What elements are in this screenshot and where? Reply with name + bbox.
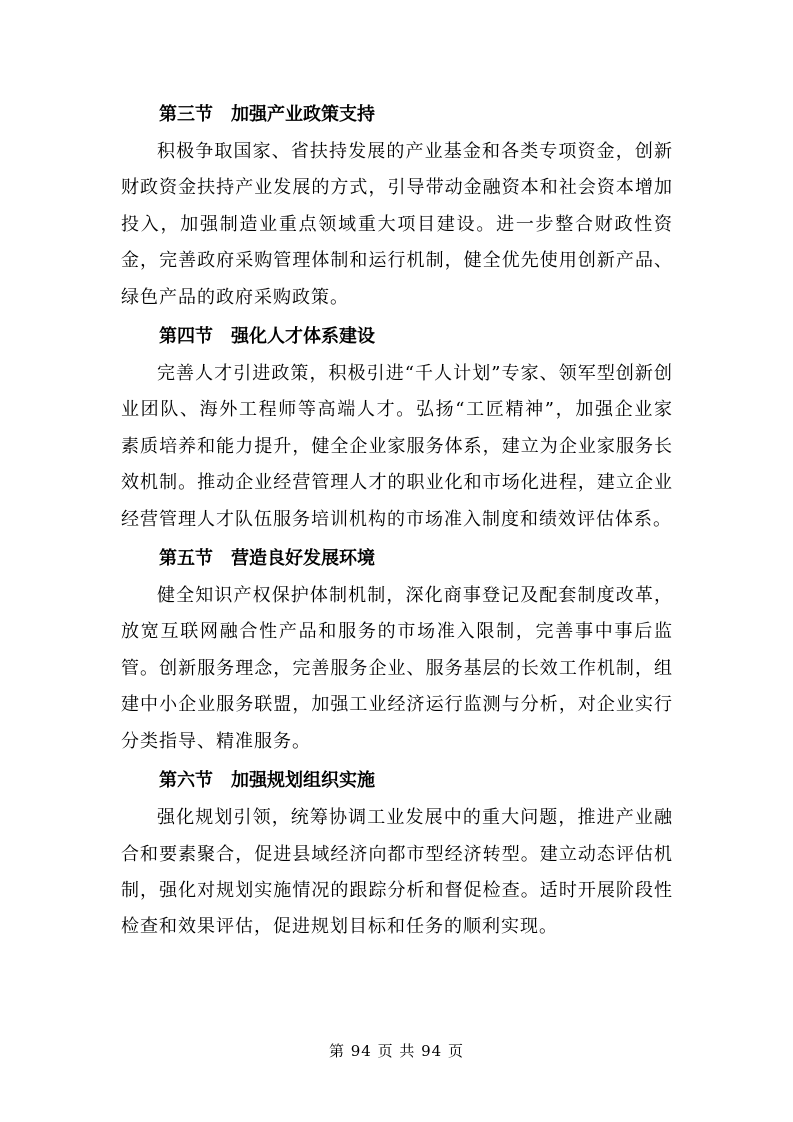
section-title: 强化人才体系建设 [231, 326, 375, 348]
section-3 [121, 96, 673, 316]
section-number: 第五节 [159, 548, 213, 570]
page-footer [0, 1040, 793, 1061]
page-content [121, 96, 673, 948]
page-number-label: 第 94 页 共 94 页 [328, 1042, 464, 1060]
section-heading [121, 762, 673, 800]
section-5 [121, 540, 673, 760]
section-heading [121, 96, 673, 134]
section-heading [121, 540, 673, 578]
section-number: 第三节 [159, 104, 213, 125]
section-body: 强化规划引领，统筹协调工业发展中的重大问题，推进产业融合和要素聚合，促进县域经济向都市型经济转型。建立动态评估机制，强化对规划实施情况的跟踪分析和督促检查。适时开展阶段性检查和效果评估，促进规划目标和任务的顺利实现。 [121, 807, 673, 938]
section-body: 积极争取国家、省扶持发展的产业基金和各类专项资金，创新财政资金扶持产业发展的方式，引导带动金融资本和社会资本增加投入，加强制造业重点领域重大项目建设。进一步整合财政性资金，完善政府采购管理体制和运行机制，健全优先使用创新产品、绿色产品的政府采购政策。 [121, 141, 673, 308]
section-6 [121, 762, 673, 946]
section-body: 完善人才引进政策，积极引进“千人计划”专家、领军型创新创业团队、海外工程师等高端人才。弘扬“工匠精神”，加强企业家素质培养和能力提升，健全企业家服务体系，建立为企业家服务长效机制。推动企业经营管理人才的职业化和市场化进程，建立企业经营管理人才队伍服务培训机构的市场准入制度和绩效评估体系。 [121, 363, 673, 530]
section-body: 健全知识产权保护体制机制，深化商事登记及配套制度改革，放宽互联网融合性产品和服务的市场准入限制，完善事中事后监管。创新服务理念，完善服务企业、服务基层的长效工作机制，组建中小企业服务联盟，加强工业经济运行监测与分析，对企业实行分类指导、精准服务。 [121, 585, 673, 752]
section-title: 营造良好发展环境 [231, 548, 375, 570]
section-number: 第四节 [159, 326, 213, 348]
section-title: 加强规划组织实施 [231, 770, 375, 792]
section-4 [121, 318, 673, 538]
section-title: 加强产业政策支持 [231, 104, 375, 125]
section-heading [121, 318, 673, 356]
section-number: 第六节 [159, 770, 213, 792]
